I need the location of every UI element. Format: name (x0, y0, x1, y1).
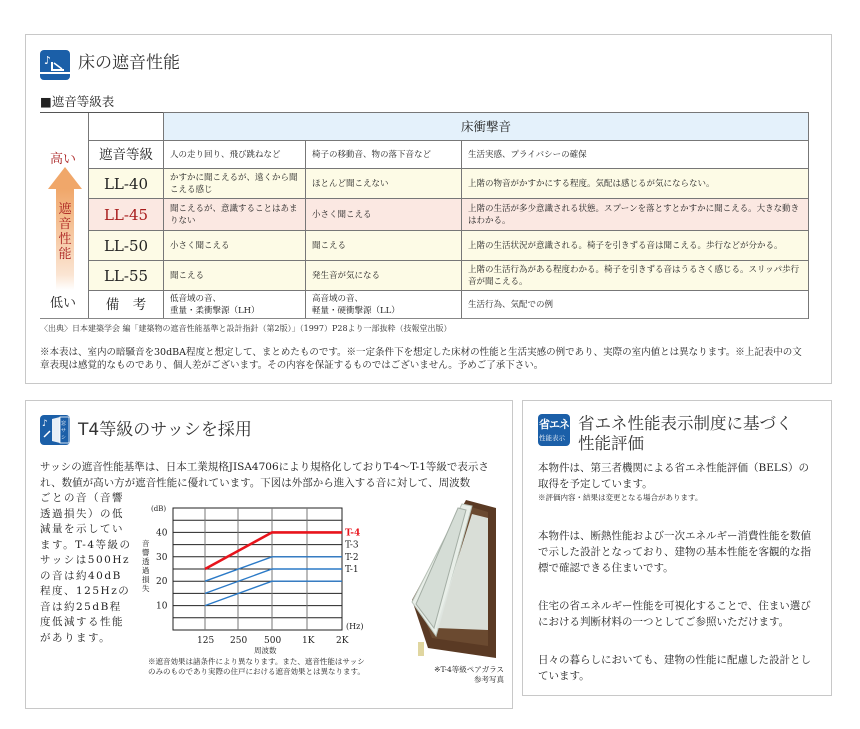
axis-high-label: 高い (50, 152, 77, 167)
svg-text:♪: ♪ (44, 54, 52, 67)
energy-p2: 本物件は、断熱性能および一次エネルギー消費性能を数値で示した設計となっており、建物の基本性能を客観的な指標で確認できる住まいです。 (538, 530, 811, 574)
svg-text:(dB): (dB) (151, 505, 167, 513)
svg-text:透: 透 (142, 557, 150, 566)
floor-section-title: 床の遮音性能 (78, 53, 180, 73)
svg-text:20: 20 (156, 577, 168, 587)
table-disclaimer: ※本表は、室内の暗騒音を30dBA程度と想定して、まとめたものです。※一定条件下を想定した床材の性能と生活実感の例であり、実際の室内値とは異なります。※上記表中の文章表現は感覚的なものであり、個人差がございます。その内容を保証するものではございません。予めご了承下さい。 (40, 347, 802, 371)
life-cell: 上階の物音がかすかにする程度。気配は感じるが気にならない。 (462, 169, 809, 199)
table-bottom-rule (40, 318, 808, 319)
svg-text:T-3: T-3 (345, 540, 359, 551)
heavy-cell: 聞こえるが、意識することはあまりない (164, 199, 306, 231)
header-floor-impact: 床衝撃音 (164, 113, 809, 141)
light-cell: ほとんど聞こえない (306, 169, 462, 199)
pair-glass-photo (392, 500, 504, 660)
heavy-cell: 聞こえる (164, 261, 306, 291)
grade-cell: LL-50 (89, 231, 164, 261)
heavy-cell: 小さく聞こえる (164, 231, 306, 261)
axis-label: 遮 音 性 能 (58, 202, 72, 262)
remarks-heavy: 低音域の音、 重量・柔衝撃源（LH） (164, 291, 306, 319)
svg-text:(Hz): (Hz) (346, 622, 364, 631)
energy-p4: 日々の暮らしにおいても、建物の性能に配慮した設計としています。 (538, 654, 811, 682)
sound-transmission-chart (140, 494, 380, 654)
svg-text:周波数: 周波数 (254, 646, 277, 654)
svg-text:T-1: T-1 (345, 565, 359, 575)
table-header-row (89, 113, 809, 141)
life-cell: 上階の生活が多少意識される状態。スプーンを落とすとかすかに聞こえる。大きな動きはわかる。 (462, 199, 809, 231)
svg-text:500: 500 (264, 636, 282, 646)
svg-text:サ: サ (61, 428, 67, 434)
chart-footnote: ※遮音効果は諸条件により異なります。また、遮音性能はサッシのみのものであり実際の住戸における遮音効果とは異なります。 (148, 657, 365, 676)
sash-side-text: ごとの音（音響透過損失）の低減量を示しています。T-4等級のサッシは500Hzの音は約40dB程度、125Hzの音は約25dB程度低減する性能があります。 (40, 492, 132, 644)
life-cell: 上階の生活状況が意識される。椅子を引きずる音は聞こえる。歩行などが分かる。 (462, 231, 809, 261)
photo-caption: ※T-4等級ペアガラス 参考写真 (434, 665, 504, 684)
sash-section-header (40, 415, 252, 445)
energy-label-icon: 省エネ 性能表示 (538, 414, 570, 446)
svg-text:損: 損 (142, 575, 150, 584)
energy-section-header (538, 414, 793, 454)
axis-low-label: 低い (50, 296, 77, 311)
svg-text:T-2: T-2 (345, 553, 359, 563)
svg-text:40: 40 (156, 528, 168, 539)
header-light: 椅子の移動音、物の落下音など (306, 141, 462, 169)
remarks-life: 生活行為、気配での例 (462, 291, 809, 319)
light-cell: 小さく聞こえる (306, 199, 462, 231)
table-title: ■遮音等級表 (40, 94, 115, 109)
sash-section-title: T4等級のサッシを採用 (78, 420, 252, 440)
svg-text:30: 30 (156, 553, 168, 563)
light-cell: 発生音が気になる (306, 261, 462, 291)
sound-grade-table-wrap (40, 112, 808, 319)
energy-section-title: 省エネ性能表示制度に基づく 性能評価 (578, 414, 793, 453)
svg-text:音: 音 (142, 539, 150, 548)
life-cell: 上階の生活行為がある程度わかる。椅子を引きずる音はうるさく感じる。スリッパ歩行音が聞こえる。 (462, 261, 809, 291)
header-heavy: 人の走り回り、飛び跳ねなど (164, 141, 306, 169)
svg-text:T-4: T-4 (345, 528, 361, 539)
series-t4 (205, 532, 342, 569)
light-cell: 聞こえる (306, 231, 462, 261)
sound-grade-table (88, 112, 809, 319)
svg-text:失: 失 (142, 584, 150, 593)
table-row (89, 231, 809, 261)
window-sash-icon (40, 415, 70, 445)
energy-p1-note: ※評価内容・結果は変更となる場合があります。 (538, 493, 703, 502)
svg-text:250: 250 (230, 636, 248, 646)
svg-text:1K: 1K (302, 636, 315, 646)
header-grade: 遮音等級 (89, 141, 164, 169)
grade-cell: LL-40 (89, 169, 164, 199)
svg-text:2K: 2K (336, 636, 349, 646)
svg-text:窓: 窓 (61, 421, 67, 427)
floor-sound-icon (40, 50, 70, 80)
svg-text:10: 10 (156, 601, 168, 612)
header-life: 生活実感、プライバシーの確保 (462, 141, 809, 169)
svg-text:125: 125 (197, 636, 215, 646)
chart-svg (140, 494, 380, 654)
grade-cell: LL-45 (89, 199, 164, 231)
energy-p3: 住宅の省エネルギー性能を可視化することで、住まい選びにおける判断材料の一つとしてご参照いただけます。 (538, 600, 811, 628)
svg-text:過: 過 (142, 566, 150, 575)
svg-text:♪: ♪ (42, 419, 48, 429)
header-blank (89, 113, 164, 141)
table-row (89, 199, 809, 231)
table-category-row (89, 141, 809, 169)
heavy-cell: かすかに聞こえるが、遠くから聞こえる感じ (164, 169, 306, 199)
svg-text:響: 響 (142, 548, 150, 557)
remarks-row (89, 291, 809, 319)
remarks-label: 備 考 (89, 291, 164, 319)
remarks-light: 高音域の音、 軽量・硬衝撃源（LL） (306, 291, 462, 319)
svg-text:シ: シ (61, 435, 67, 441)
table-row (89, 261, 809, 291)
floor-section-header (40, 50, 180, 80)
table-row (89, 169, 809, 199)
table-source: 〈出典〉日本建築学会 編「建築物の遮音性能基準と設計指針（第2版）」（1997）P28より一部抜粋（技報堂出版） (40, 324, 452, 333)
performance-axis (40, 112, 88, 319)
sash-intro: サッシの遮音性能基準は、日本工業規格JISA4706により規格化しておりT-4～T-1等級で表示され、数値が高い方が遮音性能に優れています。下図は外部から進入する音に対して、周波数 (40, 461, 489, 489)
energy-p1: 本物件は、第三者機関による省エネ性能評価（BELS）の取得を予定しています。 ※評価内容・結果は変更となる場合があります。 (538, 460, 818, 503)
up-arrow-icon (48, 167, 82, 189)
grade-cell: LL-55 (89, 261, 164, 291)
